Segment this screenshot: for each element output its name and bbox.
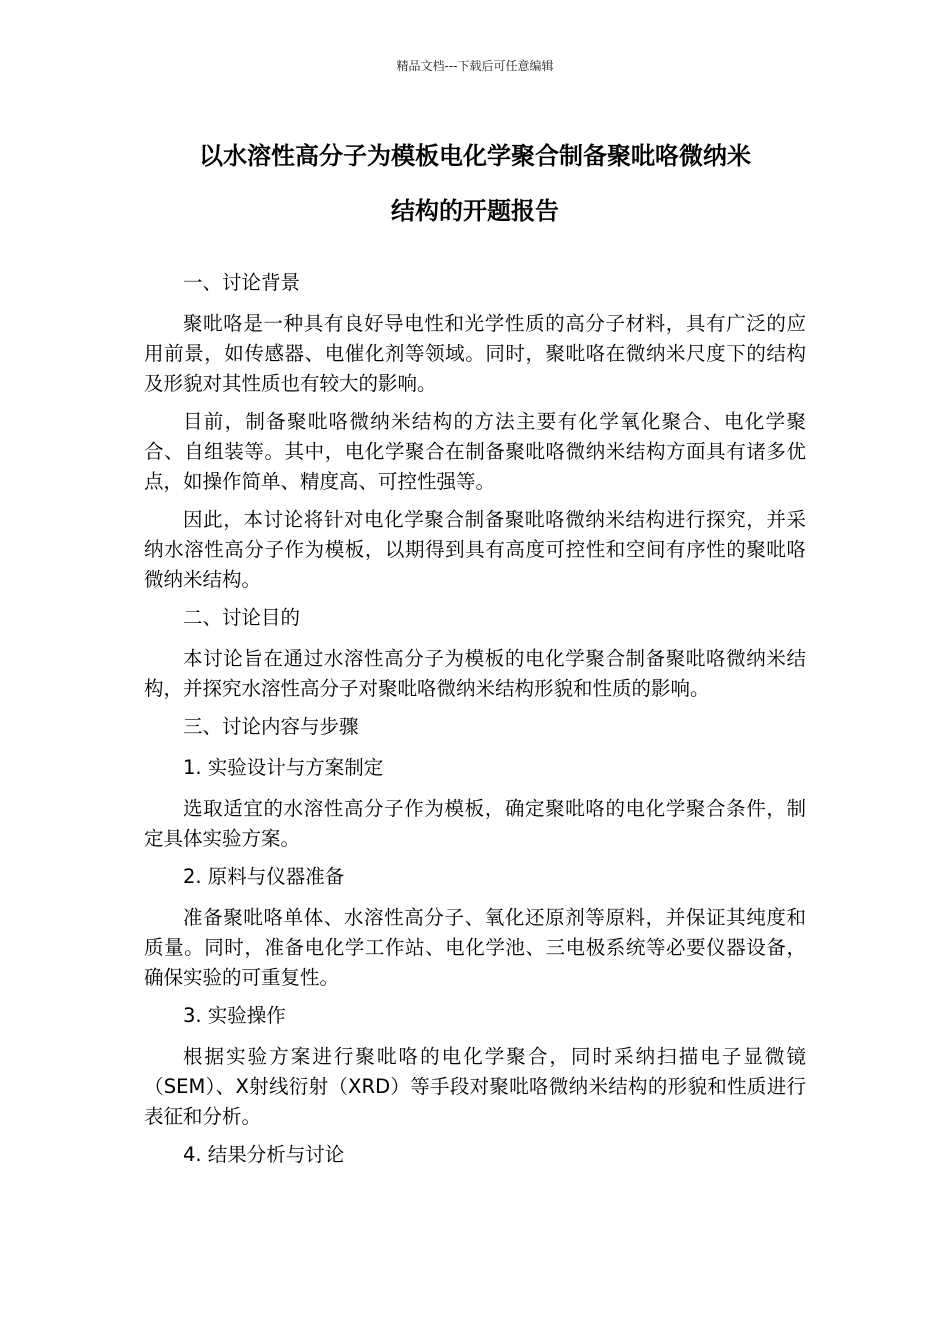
- subsection-heading: 1. 实验设计与方案制定: [183, 756, 384, 779]
- page-header-note: 精品文档---下载后可任意编辑: [396, 59, 554, 73]
- document-title-line-2: 结构的开题报告: [391, 197, 559, 225]
- document-body: [144, 268, 806, 1181]
- subsection-heading: 2. 原料与仪器准备: [183, 865, 345, 888]
- section-heading: 三、讨论内容与步骤: [183, 715, 359, 738]
- body-paragraph: 根据实验方案进行聚吡咯的电化学聚合，同时采纳扫描电子显微镜（SEM）、X射线衍射（XRD）等手段对聚吡咯微纳米结构的形貌和性质进行表征和分析。: [144, 1045, 806, 1128]
- section-heading: 一、讨论背景: [183, 271, 301, 294]
- section-heading: 二、讨论目的: [183, 606, 301, 629]
- body-paragraph: 聚吡咯是一种具有良好导电性和光学性质的高分子材料，具有广泛的应用前景，如传感器、电催化剂等领域。同时，聚吡咯在微纳米尺度下的结构及形貌对其性质也有较大的影响。: [144, 312, 806, 395]
- body-paragraph: 选取适宜的水溶性高分子作为模板，确定聚吡咯的电化学聚合条件，制定具体实验方案。: [144, 797, 806, 850]
- subsection-heading: 4. 结果分析与讨论: [183, 1143, 345, 1166]
- subsection-heading: 3. 实验操作: [183, 1004, 286, 1027]
- body-paragraph: 本讨论旨在通过水溶性高分子为模板的电化学聚合制备聚吡咯微纳米结构，并探究水溶性高分子对聚吡咯微纳米结构形貌和性质的影响。: [144, 647, 806, 700]
- body-paragraph: 因此，本讨论将针对电化学聚合制备聚吡咯微纳米结构进行探究，并采纳水溶性高分子作为模板，以期得到具有高度可控性和空间有序性的聚吡咯微纳米结构。: [144, 508, 806, 591]
- body-paragraph: 准备聚吡咯单体、水溶性高分子、氧化还原剂等原料，并保证其纯度和质量。同时，准备电化学工作站、电化学池、三电极系统等必要仪器设备，确保实验的可重复性。: [144, 906, 806, 989]
- body-paragraph: 目前，制备聚吡咯微纳米结构的方法主要有化学氧化聚合、电化学聚合、自组装等。其中，电化学聚合在制备聚吡咯微纳米结构方面具有诸多优点，如操作简单、精度高、可控性强等。: [144, 410, 806, 493]
- document-title-line-1: 以水溶性高分子为模板电化学聚合制备聚吡咯微纳米: [199, 142, 751, 170]
